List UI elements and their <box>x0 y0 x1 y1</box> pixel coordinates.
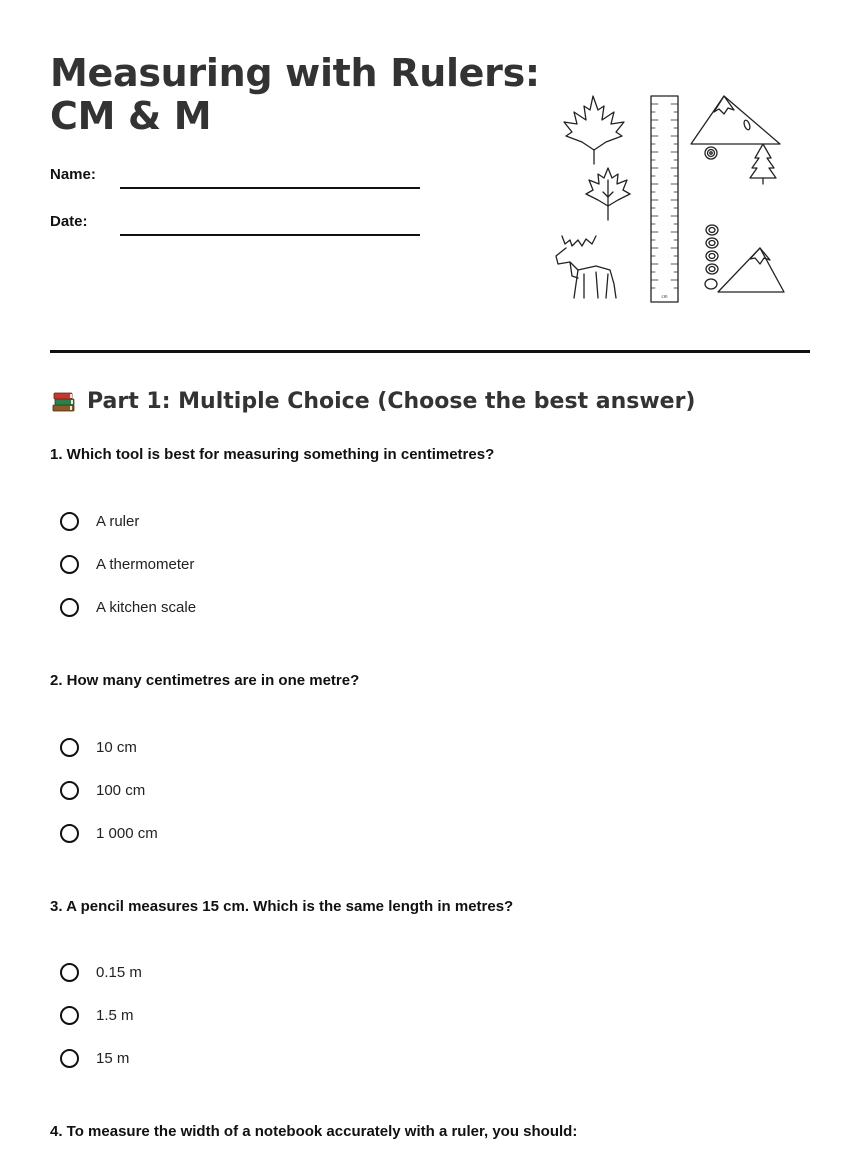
question-4: 4. To measure the width of a notebook accurately with a ruler, you should: <box>50 1123 578 1140</box>
small-maple-leaf-icon <box>586 168 630 220</box>
q1-option-a[interactable] <box>60 512 139 531</box>
part-1-heading <box>50 388 696 415</box>
ruler-unit-label: cm <box>661 294 668 299</box>
radio-button[interactable] <box>60 1049 79 1068</box>
date-label: Date: <box>50 213 88 230</box>
option-label: 15 m <box>96 1050 130 1067</box>
spiral-icon <box>705 147 717 159</box>
question-3: 3. A pencil measures 15 cm. Which is the same length in metres? <box>50 898 514 915</box>
option-label: 1 000 cm <box>96 825 158 842</box>
pine-tree-icon <box>750 144 776 184</box>
q3-option-b[interactable] <box>60 1006 134 1025</box>
part-1-title: Part 1: Multiple Choice (Choose the best answer) <box>87 389 696 414</box>
q2-option-c[interactable] <box>60 824 158 843</box>
option-label: 10 cm <box>96 739 137 756</box>
stacked-stones-icon <box>705 225 718 289</box>
q1-option-b[interactable] <box>60 555 194 574</box>
q3-option-c[interactable] <box>60 1049 129 1068</box>
title-line-2: CM & M <box>50 94 212 138</box>
q2-option-a[interactable] <box>60 738 137 757</box>
option-label: A kitchen scale <box>96 599 197 616</box>
radio-button[interactable] <box>60 512 79 531</box>
date-field[interactable] <box>120 234 420 236</box>
option-label: A thermometer <box>96 556 195 573</box>
moose-icon <box>556 236 616 298</box>
radio-button[interactable] <box>60 598 79 617</box>
q1-option-c[interactable] <box>60 598 196 617</box>
option-label: A ruler <box>96 513 140 530</box>
name-label: Name: <box>50 166 96 183</box>
small-mountain-icon <box>718 248 784 292</box>
question-2: 2. How many centimetres are in one metre? <box>50 672 360 689</box>
books-icon <box>50 388 77 415</box>
radio-button[interactable] <box>60 781 79 800</box>
ruler-icon <box>651 96 678 302</box>
title-line-1: Measuring with Rulers: <box>50 51 540 95</box>
option-label: 100 cm <box>96 782 146 799</box>
question-1: 1. Which tool is best for measuring something in centimetres? <box>50 446 495 463</box>
radio-button[interactable] <box>60 738 79 757</box>
decorative-illustration <box>548 88 798 310</box>
mountain-icon <box>691 96 780 144</box>
radio-button[interactable] <box>60 963 79 982</box>
radio-button[interactable] <box>60 824 79 843</box>
name-field[interactable] <box>120 187 420 189</box>
q2-option-b[interactable] <box>60 781 145 800</box>
worksheet-title <box>50 52 540 138</box>
maple-leaf-icon <box>564 96 624 164</box>
header-divider <box>50 350 810 353</box>
radio-button[interactable] <box>60 555 79 574</box>
option-label: 0.15 m <box>96 964 142 981</box>
radio-button[interactable] <box>60 1006 79 1025</box>
option-label: 1.5 m <box>96 1007 134 1024</box>
q3-option-a[interactable] <box>60 963 142 982</box>
